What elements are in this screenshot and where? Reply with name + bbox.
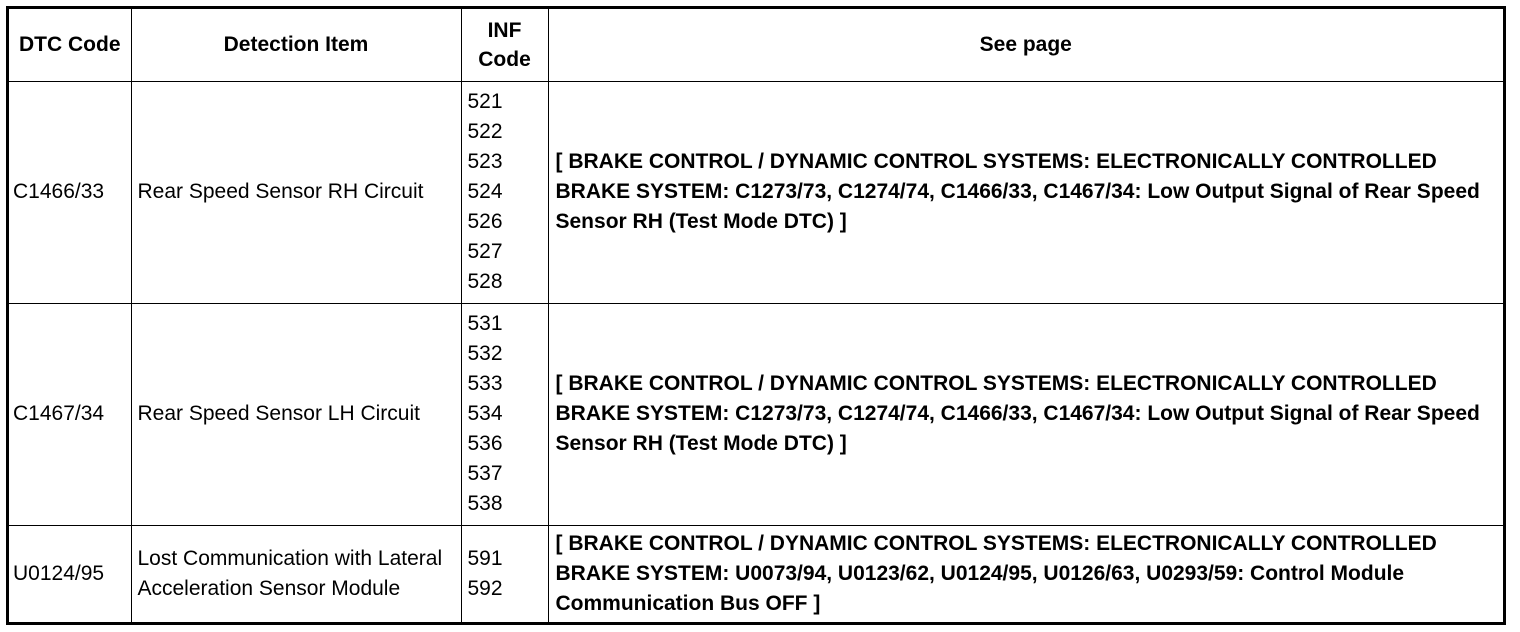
dtc-code-cell: C1467/34 <box>9 303 131 525</box>
inf-code-cell <box>461 525 548 622</box>
detection-item-cell: Lost Communication with Lateral Acceleration Sensor Module <box>131 525 461 622</box>
header-dtc-code: DTC Code <box>9 9 131 81</box>
inf-code: 522 <box>467 120 503 143</box>
inf-code-cell <box>461 303 548 525</box>
inf-code: 521 <box>467 90 503 113</box>
header-see-page: See page <box>548 9 1503 81</box>
inf-code-cell <box>461 81 548 303</box>
inf-code: 523 <box>467 150 503 173</box>
header-inf-code: INF Code <box>461 9 548 81</box>
inf-code: 538 <box>467 492 503 515</box>
inf-code: 536 <box>467 432 503 455</box>
inf-code: 534 <box>467 402 503 425</box>
table-row <box>9 303 1503 525</box>
detection-item-cell: Rear Speed Sensor RH Circuit <box>131 81 461 303</box>
see-page-cell: [ BRAKE CONTROL / DYNAMIC CONTROL SYSTEMS: ELECTRONICALLY CONTROLLED BRAKE SYSTEM: C1273/73, C1274/74, C1466/33, C1467/34: Low Output Signal of Rear Speed Sensor RH (Test Mode DTC) ] <box>548 81 1503 303</box>
inf-code: 537 <box>467 462 503 485</box>
inf-code: 532 <box>467 342 503 365</box>
dtc-table <box>9 9 1503 622</box>
inf-code: 528 <box>467 270 503 293</box>
inf-code: 531 <box>467 312 503 335</box>
dtc-code-cell: C1466/33 <box>9 81 131 303</box>
inf-code: 533 <box>467 372 503 395</box>
table-header-row <box>9 9 1503 81</box>
see-page-cell: [ BRAKE CONTROL / DYNAMIC CONTROL SYSTEMS: ELECTRONICALLY CONTROLLED BRAKE SYSTEM: C1273/73, C1274/74, C1466/33, C1467/34: Low Output Signal of Rear Speed Sensor RH (Test Mode DTC) ] <box>548 303 1503 525</box>
inf-code: 527 <box>467 240 503 263</box>
detection-item-cell: Rear Speed Sensor LH Circuit <box>131 303 461 525</box>
header-detection-item: Detection Item <box>131 9 461 81</box>
inf-code: 526 <box>467 210 503 233</box>
table-row <box>9 81 1503 303</box>
inf-code: 524 <box>467 180 503 203</box>
dtc-code-cell: U0124/95 <box>9 525 131 622</box>
inf-code: 591 <box>467 546 503 570</box>
inf-code: 592 <box>467 576 503 600</box>
table-row <box>9 525 1503 622</box>
see-page-cell: [ BRAKE CONTROL / DYNAMIC CONTROL SYSTEMS: ELECTRONICALLY CONTROLLED BRAKE SYSTEM: U0073/94, U0123/62, U0124/95, U0126/63, U0293/59: Control Module Communication Bus OFF ] <box>548 525 1503 622</box>
dtc-table-frame <box>6 6 1506 625</box>
